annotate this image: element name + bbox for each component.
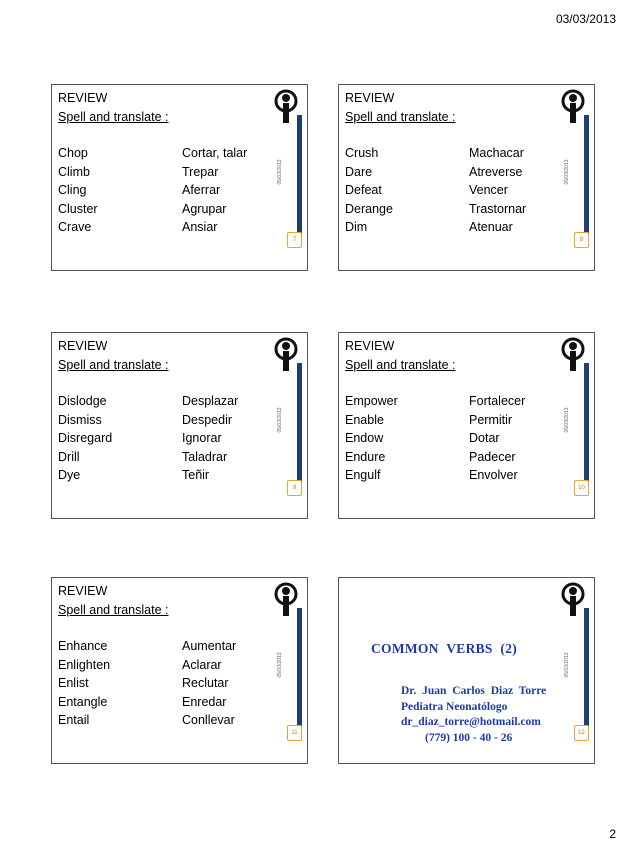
english-word: Dye (58, 468, 81, 482)
slide-subheading: Spell and translate : (58, 357, 169, 372)
english-word: Cling (58, 183, 87, 197)
spanish-word: Ignorar (182, 431, 222, 445)
logo-icon (273, 337, 299, 373)
author-block (401, 684, 546, 746)
author-email: dr_diaz_torre@hotmail.com (401, 716, 541, 728)
english-word: Crush (345, 146, 379, 160)
vocab-row (58, 448, 273, 467)
slide-subheading: Spell and translate : (58, 602, 169, 617)
english-word: Endure (345, 449, 386, 464)
slide-heading: REVIEW (58, 584, 108, 598)
slide-number: 10 (574, 480, 589, 496)
side-date: 05/03/2013 (564, 407, 570, 433)
english-word: Chop (58, 146, 88, 160)
spanish-word: Desplazar (182, 394, 239, 408)
slide-content (58, 89, 273, 237)
spanish-word: Aferrar (182, 183, 221, 197)
english-word: Dismiss (58, 412, 102, 427)
english-word: Dare (345, 164, 373, 179)
english-word: Enlighten (58, 657, 111, 672)
slide-content (58, 337, 273, 485)
slide-number: 9 (287, 480, 302, 496)
slide-subheading: Spell and translate : (345, 109, 456, 124)
spanish-word: Teñir (182, 468, 210, 482)
spanish-word: Padecer (469, 449, 516, 464)
english-word: Derange (345, 201, 393, 216)
side-strip (297, 608, 302, 736)
vocab-row (58, 181, 273, 200)
spanish-word: Ansiar (182, 220, 218, 234)
vocab-row (345, 392, 560, 411)
vocab-row (58, 144, 273, 163)
page-number: 2 (609, 827, 616, 841)
logo-icon (273, 582, 299, 618)
english-word: Defeat (345, 183, 382, 197)
side-strip (584, 363, 589, 491)
slide-number: 11 (287, 725, 302, 741)
english-word: Enhance (58, 639, 108, 653)
english-word: Entail (58, 713, 90, 727)
spanish-word: Taladrar (182, 449, 228, 464)
english-word: Engulf (345, 468, 381, 482)
vocab-row (345, 429, 560, 448)
spanish-word: Aclarar (182, 657, 222, 672)
english-word: Dislodge (58, 394, 107, 408)
spanish-word: Cortar, talar (182, 146, 248, 160)
side-date: 05/03/2013 (277, 652, 283, 678)
spanish-word: Enredar (182, 694, 227, 709)
spanish-word: Machacar (469, 146, 524, 160)
author-phone: (779) 100 - 40 - 26 (425, 731, 513, 744)
spanish-word: Envolver (469, 468, 518, 482)
vocab-row (345, 200, 560, 219)
slide-8 (338, 84, 595, 271)
english-word: Dim (345, 220, 368, 234)
side-date: 05/03/2013 (277, 407, 283, 433)
spanish-word: Conllevar (182, 713, 235, 727)
logo-icon (560, 337, 586, 373)
author-name: Dr. Juan Carlos Diaz Torre (401, 685, 547, 697)
spanish-word: Reclutar (182, 676, 229, 690)
logo-icon (273, 89, 299, 125)
vocab-row (58, 466, 273, 485)
english-word: Endow (345, 431, 384, 445)
english-word: Crave (58, 220, 92, 234)
english-word: Drill (58, 449, 80, 464)
slide-subheading: Spell and translate : (58, 109, 169, 124)
english-word: Climb (58, 164, 90, 179)
spanish-word: Aumentar (182, 639, 237, 653)
vocab-row (345, 163, 560, 182)
vocab-row (58, 711, 273, 730)
side-strip (297, 115, 302, 243)
slide-number: 12 (574, 725, 589, 741)
english-word: Empower (345, 394, 398, 408)
vocab-row (58, 411, 273, 430)
spanish-word: Atenuar (469, 220, 513, 234)
slide-content (345, 337, 560, 485)
vocab-row (345, 218, 560, 237)
spanish-word: Fortalecer (469, 394, 526, 408)
english-word: Enlist (58, 676, 89, 690)
slide-heading: REVIEW (58, 91, 108, 105)
spanish-word: Permitir (469, 412, 513, 427)
slide-10 (338, 332, 595, 519)
vocab-row (58, 637, 273, 656)
spanish-word: Trastornar (469, 201, 527, 216)
slide-12 (338, 577, 595, 764)
slide-content (58, 582, 273, 730)
side-strip (584, 608, 589, 736)
slide-heading: REVIEW (58, 339, 108, 353)
vocab-row (58, 656, 273, 675)
vocab-row (345, 411, 560, 430)
logo-icon (560, 582, 586, 618)
slide-subheading: Spell and translate : (345, 357, 456, 372)
side-date: 05/03/2013 (564, 159, 570, 185)
page-date: 03/03/2013 (555, 12, 616, 26)
logo-icon (560, 89, 586, 125)
spanish-word: Dotar (469, 431, 500, 445)
slide-9 (51, 332, 308, 519)
slide-number: 8 (574, 232, 589, 248)
spanish-word: Trepar (182, 164, 219, 179)
slide-title: COMMON VERBS (2) (371, 641, 518, 656)
english-word: Cluster (58, 201, 98, 216)
vocab-row (345, 144, 560, 163)
slide-7 (51, 84, 308, 271)
slide-11 (51, 577, 308, 764)
slide-heading: REVIEW (345, 91, 395, 105)
vocab-row (58, 693, 273, 712)
spanish-word: Vencer (469, 183, 508, 197)
vocab-row (345, 448, 560, 467)
slide-heading: REVIEW (345, 339, 395, 353)
spanish-word: Atreverse (469, 164, 523, 179)
author-role: Pediatra Neonatólogo (401, 700, 508, 713)
slide-number: 7 (287, 232, 302, 248)
vocab-row (58, 163, 273, 182)
vocab-row (58, 200, 273, 219)
spanish-word: Despedir (182, 412, 233, 427)
vocab-row (58, 429, 273, 448)
side-strip (297, 363, 302, 491)
vocab-row (345, 181, 560, 200)
side-strip (584, 115, 589, 243)
side-date: 05/03/2013 (277, 159, 283, 185)
slide-content (345, 89, 560, 237)
english-word: Enable (345, 412, 384, 427)
side-date: 05/03/2013 (564, 652, 570, 678)
english-word: Entangle (58, 694, 108, 709)
spanish-word: Agrupar (182, 201, 227, 216)
vocab-row (345, 466, 560, 485)
vocab-row (58, 218, 273, 237)
vocab-row (58, 674, 273, 693)
english-word: Disregard (58, 431, 113, 445)
vocab-row (58, 392, 273, 411)
